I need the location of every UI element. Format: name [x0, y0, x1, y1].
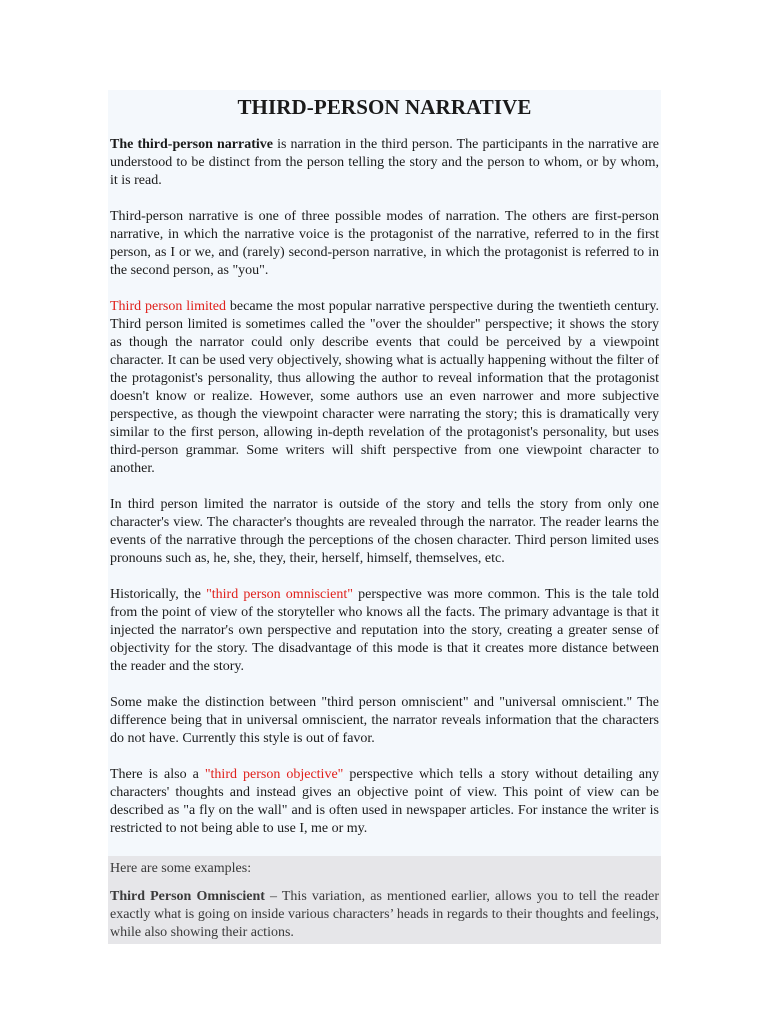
omniscient-before: Historically, the — [110, 587, 207, 602]
omniscient-text: perspective was more common. This is the tale told from the point of view of the storyteller who knows all the facts. The primary advantage is that it injected the narrator's own perspective and reputation into the story, creating a greater sense of objectivity for the story. The disadvantage of this mode is that it creates more distance between the reader and the story. — [110, 587, 659, 674]
document-body — [108, 90, 661, 944]
document-title: THIRD-PERSON NARRATIVE — [237, 95, 532, 119]
paragraph-intro — [108, 136, 661, 190]
paragraph-limited-detail: In third person limited the narrator is outside of the story and tells the story from only one character's view. The character's thoughts are revealed through the narrator. The reader learns the events of the narrative through the perceptions of the chosen character. Third person limited uses pronouns such as, he, she, they, their, herself, himself, themselves, etc. — [110, 497, 659, 566]
intro-bold-term: The third-person narrative — [110, 137, 273, 152]
paragraph-limited — [108, 298, 661, 478]
paragraph-modes: Third-person narrative is one of three possible modes of narration. The others are first-person narrative, in which the narrative voice is the protagonist of the narrative, referred to in the first person, as I or we, and (rarely) second-person narrative, in which the protagonist is referred to in the second person, as "you". — [110, 209, 659, 278]
examples-intro: Here are some examples: — [110, 861, 252, 876]
example-omniscient-term: Third Person Omniscient — [110, 889, 265, 904]
examples-section — [108, 856, 661, 944]
example-omniscient-text: – This variation, as mentioned earlier, allows you to tell the reader exactly what is going on inside various characters’ heads in regards to their thoughts and feelings, while also showing their actions. — [110, 889, 660, 940]
example-omniscient — [110, 888, 659, 942]
intro-text: is narration in the third person. The participants in the narrative are understood to be distinct from the person telling the story and the person to whom, or by whom, it is read. — [110, 137, 660, 188]
objective-before: There is also a — [110, 767, 205, 782]
paragraph-universal: Some make the distinction between "third person omniscient" and "universal omniscient." The difference being that in universal omniscient, the narrator reveals information that the characters do not have. Currently this style is out of favor. — [110, 695, 659, 746]
omniscient-highlight: "third person omniscient" — [206, 587, 353, 602]
objective-text: perspective which tells a story without detailing any characters' thoughts and instead gives an objective point of view. This point of view can be described as "a fly on the wall" and is often used in newspaper articles. For instance the writer is restricted to not being able to use I, me or my. — [110, 767, 660, 836]
paragraph-omniscient — [108, 586, 661, 676]
limited-text: became the most popular narrative perspective during the twentieth century. Third person limited is sometimes called the "over the shoulder" perspective; it shows the story as though the narrator could only describe events that could be perceived by a viewpoint character. It can be used very objectively, showing what is actually happening without the filter of the protagonist's personality, thus allowing the author to reveal information that the protagonist doesn't know or realize. However, some authors use an even narrower and more subjective perspective, as though the viewpoint character were narrating the story; this is dramatically very similar to the first person, allowing in-depth revelation of the protagonist's personality, but uses third-person grammar. Some writers will shift perspective from one viewpoint character to another. — [110, 299, 659, 476]
limited-highlight: Third person limited — [110, 299, 226, 314]
paragraph-objective — [108, 766, 661, 838]
objective-highlight: "third person objective" — [204, 767, 344, 782]
